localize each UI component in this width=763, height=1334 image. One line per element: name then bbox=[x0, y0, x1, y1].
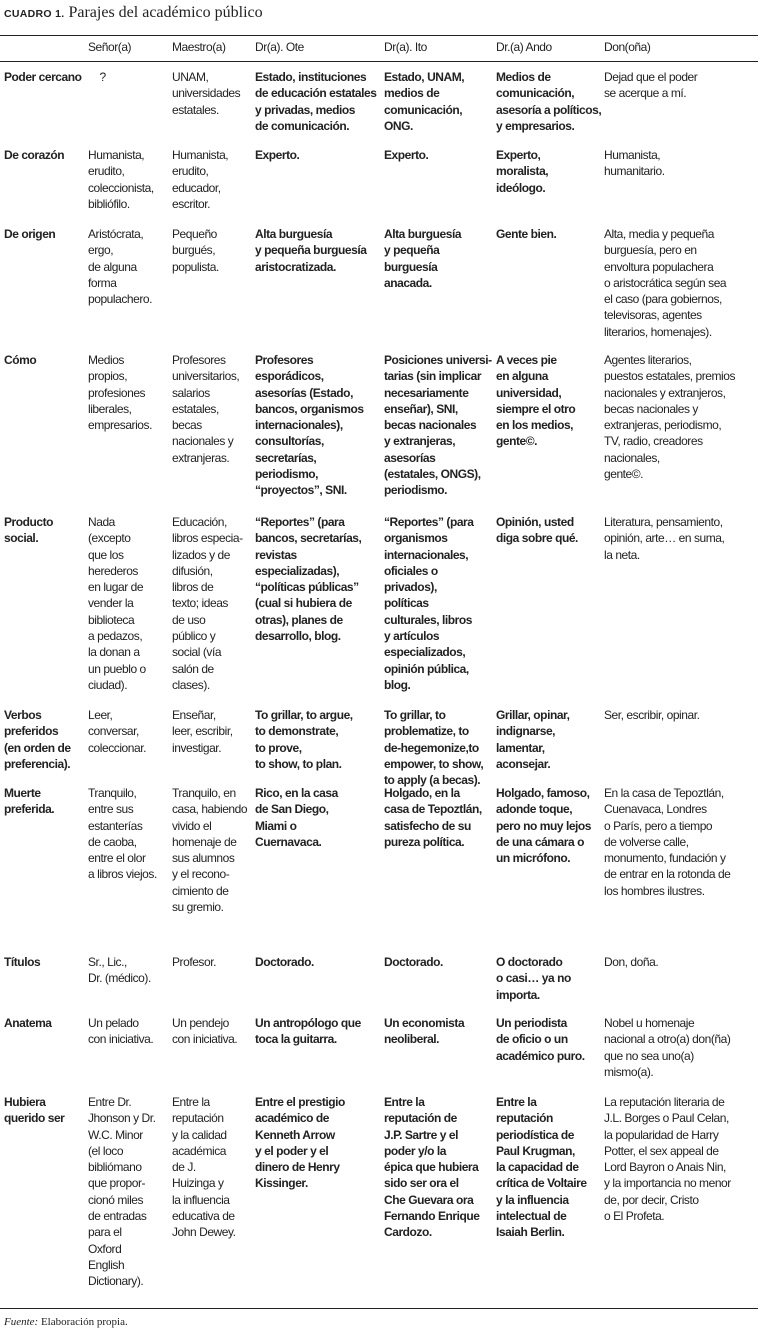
table-cell: Doctorado. bbox=[255, 955, 314, 969]
table-title-text: Parajes del académico público bbox=[68, 4, 263, 21]
table-cell: Humanista, erudito, coleccionista, bibliófilo. bbox=[88, 148, 154, 211]
table-cell: Un economista neoliberal. bbox=[384, 1016, 465, 1047]
table-cell: Grillar, opinar, indignarse, lamentar, aconsejar. bbox=[496, 708, 570, 771]
table-source bbox=[4, 1316, 128, 1328]
table-cell: Nobel u homenaje nacional a otro(a) don(ña) que no sea uno(a) mismo(a). bbox=[604, 1016, 731, 1079]
table-cell: Pequeño burgués, populista. bbox=[172, 227, 219, 274]
table-cell: “Reportes” (para organismos internacionales, oficiales o privados), políticas culturales, libros y artículos especializados, opinión pública, blog. bbox=[384, 515, 474, 692]
row-header: Anatema bbox=[4, 1016, 52, 1030]
table-cell: Entre el prestigio académico de Kenneth Arrow y el poder y el dinero de Henry Kissinger. bbox=[255, 1095, 345, 1191]
table-cell: Rico, en la casa de San Diego, Miami o Cuernavaca. bbox=[255, 786, 338, 849]
table-cell: Un antropólogo que toca la guitarra. bbox=[255, 1016, 361, 1047]
table-cell: Alta, media y pequeña burguesía, pero en envoltura populachera o aristocrática según sea el caso (para gobiernos, televisoras, agentes literarios, homenajes). bbox=[604, 227, 727, 339]
table-cell: Literatura, pensamiento, opinión, arte… en suma, la neta. bbox=[604, 515, 725, 562]
top-rule bbox=[0, 35, 758, 36]
table-cell: A veces pie en alguna universidad, siempre el otro en los medios, gente©. bbox=[496, 353, 576, 449]
row-header: Títulos bbox=[4, 955, 41, 969]
column-header: Maestro(a) bbox=[172, 40, 226, 54]
table-cell: Entre la reputación de J.P. Sartre y el poder y/o la épica que hubiera sido ser ora el Che Guevara ora Fernando Enrique Cardozo. bbox=[384, 1095, 480, 1240]
table-cell: Medios propios, profesiones liberales, empresarios. bbox=[88, 353, 152, 433]
table-cell: Holgado, en la casa de Tepoztlán, satisfecho de su pureza política. bbox=[384, 786, 482, 849]
table-cell: Nada (excepto que los herederos en lugar de vender la biblioteca a pedazos, la donan a un pueblo o ciudad). bbox=[88, 515, 146, 692]
table-cell: Leer, conversar, coleccionar. bbox=[88, 708, 146, 755]
table-cell: Experto, moralista, ideólogo. bbox=[496, 148, 549, 195]
column-header: Señor(a) bbox=[88, 40, 132, 54]
table-cell: Profesor. bbox=[172, 955, 216, 969]
table-cell: Agentes literarios, puestos estatales, premios nacionales y extranjeros, becas nacionales y extranjeras, periodismo, TV, radio, creadores nacionales, gente©. bbox=[604, 353, 736, 482]
row-header: Cómo bbox=[4, 353, 37, 367]
table-cell: Opinión, usted diga sobre qué. bbox=[496, 515, 578, 546]
row-header: Producto social. bbox=[4, 515, 54, 546]
table-cell: Un periodista de oficio o un académico puro. bbox=[496, 1016, 585, 1063]
table-cell: Medios de comunicación, asesoría a políticos, y empresarios. bbox=[496, 70, 602, 133]
table-cell: Experto. bbox=[384, 148, 429, 162]
table-cell: Tranquilo, entre sus estanterías de caoba, entre el olor a libros viejos. bbox=[88, 786, 157, 882]
table-cell: Dejad que el poder se acerque a mí. bbox=[604, 70, 698, 101]
table-cell: Un pelado con iniciativa. bbox=[88, 1016, 154, 1047]
row-header: Verbos preferidos (en orden de preferencia). bbox=[4, 708, 71, 771]
source-label: Fuente: bbox=[4, 1316, 39, 1328]
table-cell: UNAM, universidades estatales. bbox=[172, 70, 241, 117]
table-cell: La reputación literaria de J.L. Borges o Paul Celan, la popularidad de Harry Potter, el sex appeal de Lord Bayron o Anais Nin, y la importancia no menor de, por decir, Cristo o El Profeta. bbox=[604, 1095, 731, 1224]
table-cell: To grillar, to problematize, to de-hegemonize,to empower, to show, to apply (a becas). bbox=[384, 708, 484, 788]
table-cell: Sr., Lic., Dr. (médico). bbox=[88, 955, 151, 986]
source-text: Elaboración propia. bbox=[40, 1316, 128, 1328]
row-header: De origen bbox=[4, 227, 56, 241]
table-cell: Humanista, humanitario. bbox=[604, 148, 665, 179]
table-cell: Alta burguesía y pequeña burguesía anacada. bbox=[384, 227, 462, 290]
column-header: Dr.(a) Ando bbox=[496, 40, 552, 54]
table-cell: To grillar, to argue, to demonstrate, to prove, to show, to plan. bbox=[255, 708, 353, 771]
table-cell: Experto. bbox=[255, 148, 300, 162]
row-header: Hubiera querido ser bbox=[4, 1095, 65, 1126]
table-cell: Don, doña. bbox=[604, 955, 659, 969]
table-cell: Entre Dr. Jhonson y Dr. W.C. Minor (el loco bibliómano que propor- cionó miles de entradas para el Oxford English Dictionary). bbox=[88, 1095, 156, 1289]
table-title bbox=[4, 4, 263, 22]
table-cell: Entre la reputación periodística de Paul Krugman, la capacidad de crítica de Voltaire y la influencia intelectual de Isaiah Berlin. bbox=[496, 1095, 587, 1240]
table-cell: Un pendejo con iniciativa. bbox=[172, 1016, 238, 1047]
header-rule bbox=[0, 61, 758, 62]
column-header: Dr(a). Ito bbox=[384, 40, 427, 54]
table-cell: O doctorado o casi… ya no importa. bbox=[496, 955, 571, 1002]
table-cell: Aristócrata, ergo, de alguna forma populachero. bbox=[88, 227, 152, 307]
row-header: Poder cercano bbox=[4, 70, 82, 84]
table-cell: Entre la reputación y la calidad académica de J. Huizinga y la influencia educativa de John Dewey. bbox=[172, 1095, 236, 1240]
table-cell: Estado, UNAM, medios de comunicación, ONG. bbox=[384, 70, 465, 133]
table-cell: En la casa de Tepoztlán, Cuenavaca, Londres o París, pero a tiempo de volverse calle, monumento, fundación y de entrar en la rotonda de los hombres ilustres. bbox=[604, 786, 731, 898]
table-cell: Enseñar, leer, escribir, investigar. bbox=[172, 708, 233, 755]
column-header: Don(oña) bbox=[604, 40, 651, 54]
table-cell: Ser, escribir, opinar. bbox=[604, 708, 700, 722]
row-header: Muerte preferida. bbox=[4, 786, 55, 817]
bottom-rule bbox=[0, 1308, 758, 1309]
table-cell: “Reportes” (para bancos, secretarías, revistas especializadas), “políticas públicas” (cual si hubiera de otras), planes de desarrollo, blog. bbox=[255, 515, 362, 644]
table-cell: Alta burguesía y pequeña burguesía aristocratizada. bbox=[255, 227, 367, 274]
table-cell: Profesores universitarios, salarios estatales, becas nacionales y extranjeras. bbox=[172, 353, 240, 465]
table-cell: Profesores esporádicos, asesorías (Estado, bancos, organismos internacionales), consultorías, secretarías, periodismo, “proyectos”, SNI. bbox=[255, 353, 364, 498]
table-cell: Estado, instituciones de educación estatales y privadas, medios de comunicación. bbox=[255, 70, 377, 133]
table-cell: Holgado, famoso, adonde toque, pero no muy lejos de una cámara o un micrófono. bbox=[496, 786, 592, 866]
table-cell: ? bbox=[88, 70, 106, 84]
table-cell: Posiciones universi- tarias (sin implicar necesariamente enseñar), SNI, becas nacionales y extranjeras, asesorías (estatales, ONGS), periodismo. bbox=[384, 353, 492, 498]
table-cell: Humanista, erudito, educador, escritor. bbox=[172, 148, 229, 211]
table-cell: Tranquilo, en casa, habiendo vivido el homenaje de sus alumnos y el recono- cimiento de su gremio. bbox=[172, 786, 248, 915]
column-header: Dr(a). Ote bbox=[255, 40, 304, 54]
table-cell: Gente bien. bbox=[496, 227, 557, 241]
table-number: CUADRO 1. bbox=[4, 8, 65, 20]
table-cell: Doctorado. bbox=[384, 955, 443, 969]
table-cell: Educación, libros especia- lizados y de difusión, libros de texto; ideas de uso público y social (vía salón de clases). bbox=[172, 515, 243, 692]
row-header: De corazón bbox=[4, 148, 65, 162]
